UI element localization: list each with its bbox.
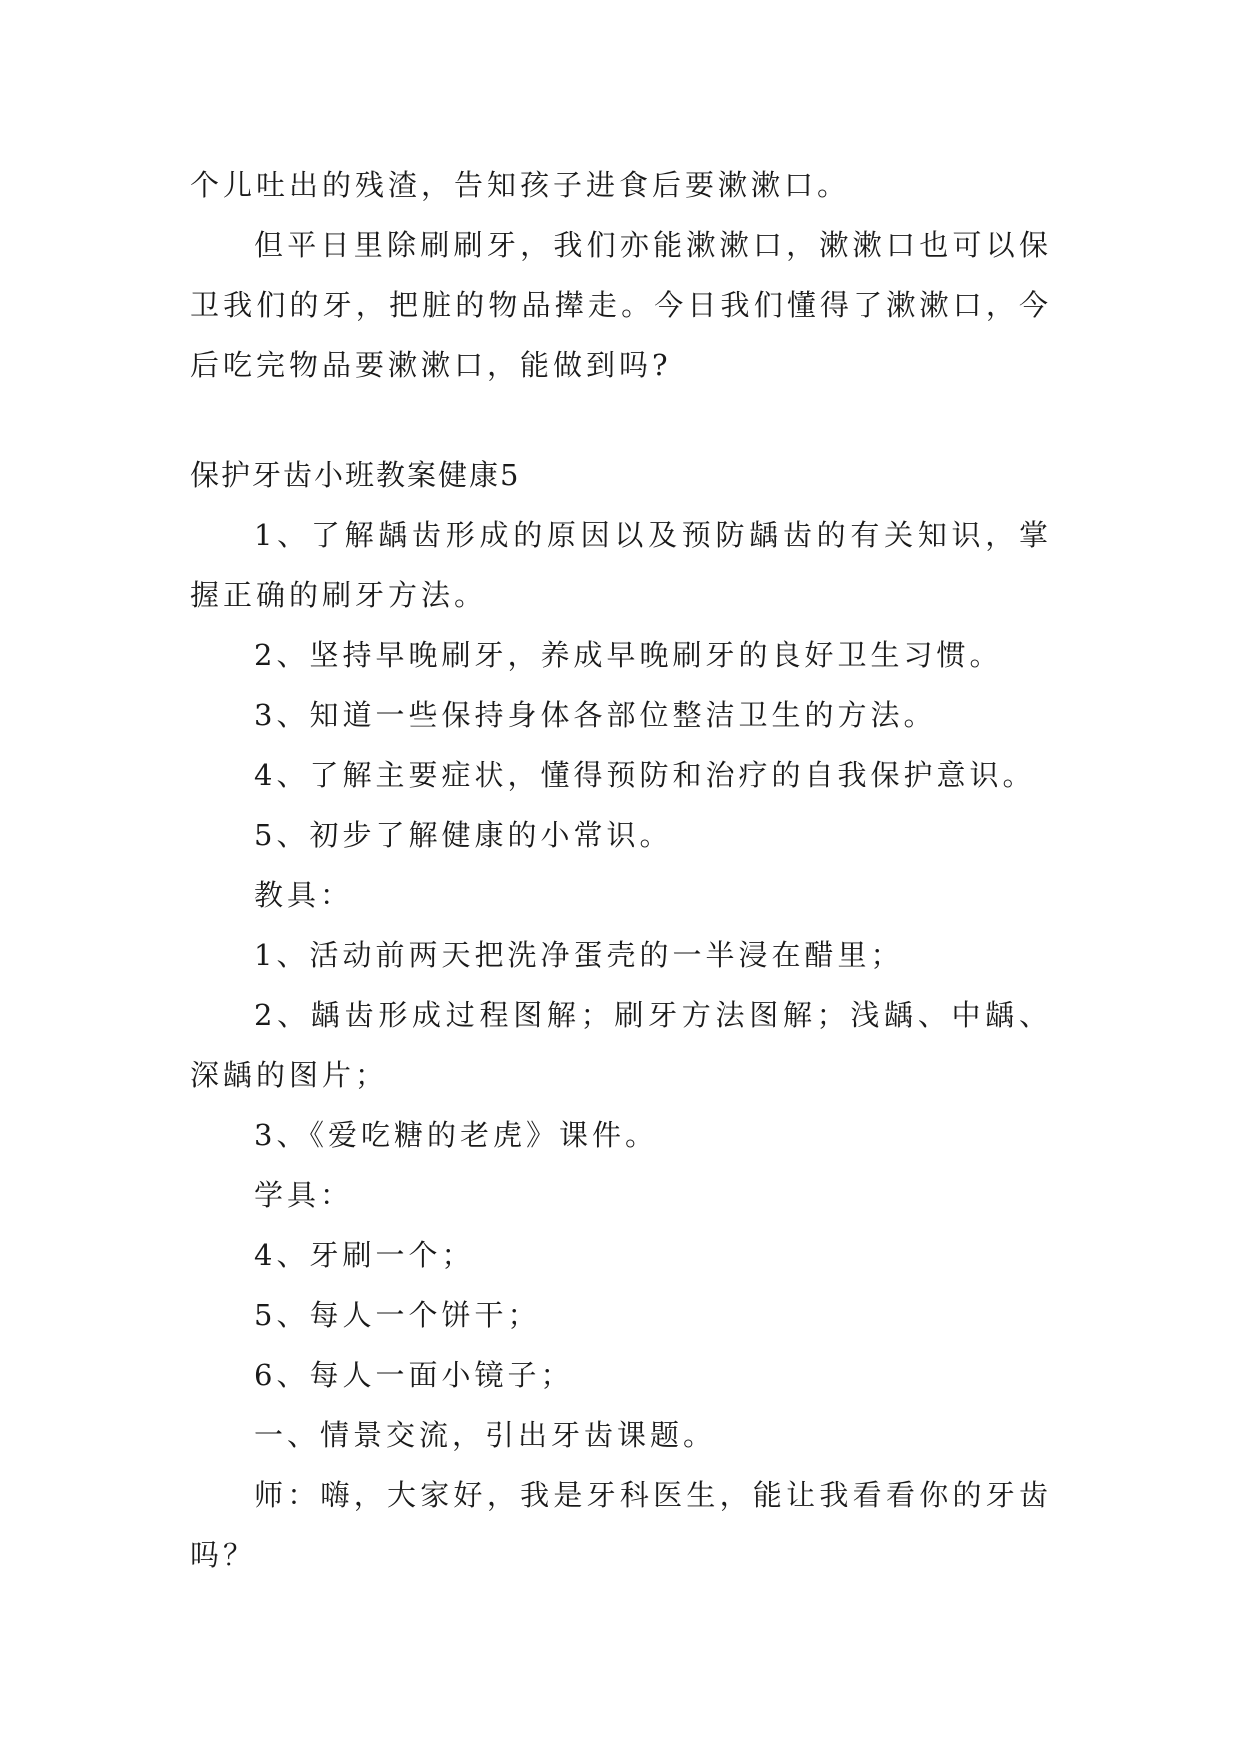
section-title: 保护牙齿小班教案健康5 (190, 458, 521, 492)
paragraph: 师：嗨，大家好，我是牙科医生，能让我看看你的牙齿吗？ (190, 1478, 1052, 1572)
paragraph: 1、了解龋齿形成的原因以及预防龋齿的有关知识，掌握正确的刷牙方法。 (190, 518, 1052, 612)
paragraph: 2、龋齿形成过程图解；刷牙方法图解；浅龋、中龋、深龋的图片； (190, 998, 1052, 1092)
paragraph: 一、情景交流，引出牙齿课题。 (254, 1418, 717, 1452)
paragraph: 教具： (254, 878, 354, 912)
continued-text-block (190, 155, 1052, 395)
paragraph: 2、坚持早晚刷牙，养成早晚刷牙的良好卫生习惯。 (254, 638, 1003, 672)
paragraph: 个儿吐出的残渣，告知孩子进食后要漱漱口。 (190, 168, 851, 202)
paragraph: 6、每人一面小镜子； (254, 1358, 574, 1392)
paragraph: 1、活动前两天把洗净蛋壳的一半浸在醋里； (254, 938, 904, 972)
paragraph: 3、知道一些保持身体各部位整洁卫生的方法。 (254, 698, 937, 732)
paragraph: 4、了解主要症状，懂得预防和治疗的自我保护意识。 (254, 758, 1036, 792)
paragraph: 但平日里除刷刷牙，我们亦能漱漱口，漱漱口也可以保卫我们的牙，把脏的物品撵走。今日我们懂得了漱漱口，今后吃完物品要漱漱口，能做到吗? (190, 228, 1052, 382)
paragraph: 5、每人一个饼干； (254, 1298, 541, 1332)
section-block (190, 445, 1052, 1585)
paragraph: 5、初步了解健康的小常识。 (254, 818, 673, 852)
paragraph: 3、《爱吃糖的老虎》课件。 (254, 1118, 658, 1152)
paragraph: 4、牙刷一个； (254, 1238, 475, 1272)
paragraph: 学具： (254, 1178, 354, 1212)
